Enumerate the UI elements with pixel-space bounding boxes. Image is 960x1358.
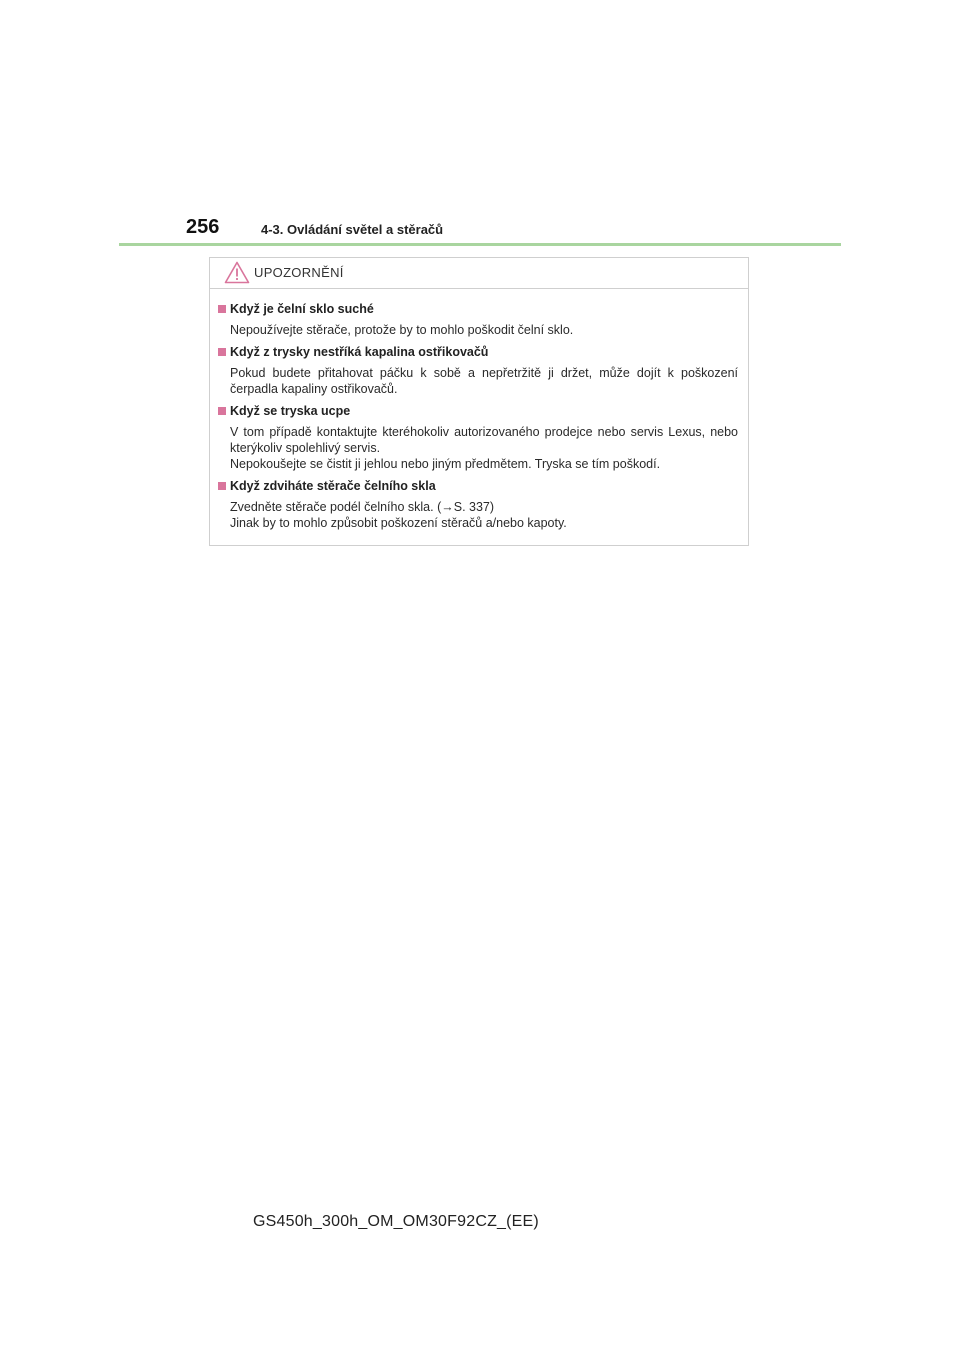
warning-item xyxy=(218,403,738,472)
warning-item xyxy=(218,344,738,397)
item-heading: Když je čelní sklo suché xyxy=(230,302,374,316)
header-divider xyxy=(119,243,841,246)
square-bullet-icon xyxy=(218,348,226,356)
warning-box xyxy=(209,257,749,546)
warning-item xyxy=(218,301,738,338)
document-code: GS450h_300h_OM_OM30F92CZ_(EE) xyxy=(253,1213,539,1230)
warning-label: UPOZORNĚNÍ xyxy=(254,265,344,280)
item-text: Zvedněte stěrače podél čelního skla. (→S. 337) xyxy=(230,500,495,514)
warning-item xyxy=(218,478,738,531)
square-bullet-icon xyxy=(218,407,226,415)
page-number: 256 xyxy=(186,216,220,238)
square-bullet-icon xyxy=(218,482,226,490)
item-text: Nepoužívejte stěrače, protože by to mohlo poškodit čelní sklo. xyxy=(230,323,574,337)
item-heading: Když zdviháte stěrače čelního skla xyxy=(230,479,436,493)
warning-body xyxy=(210,289,748,531)
warning-header xyxy=(210,258,748,289)
item-heading: Když z trysky nestříká kapalina ostřikovačů xyxy=(230,345,489,359)
item-heading: Když se tryska ucpe xyxy=(230,404,351,418)
item-text: V tom případě kontaktujte kteréhokoliv autorizovaného prodejce nebo servis Lexus, nebo kterýkoliv spolehlivý servis. xyxy=(230,425,738,455)
section-title: 4-3. Ovládání světel a stěračů xyxy=(261,222,444,237)
square-bullet-icon xyxy=(218,305,226,313)
item-text: Jinak by to mohlo způsobit poškození stěračů a/nebo kapoty. xyxy=(230,516,567,530)
item-text: Nepokoušejte se čistit ji jehlou nebo jiným předmětem. Tryska se tím poškodí. xyxy=(230,457,661,471)
item-text: Pokud budete přitahovat páčku k sobě a nepřetržitě ji držet, může dojít k poškození čerpadla kapaliny ostřikovačů. xyxy=(230,366,738,396)
warning-triangle-icon xyxy=(224,261,250,284)
